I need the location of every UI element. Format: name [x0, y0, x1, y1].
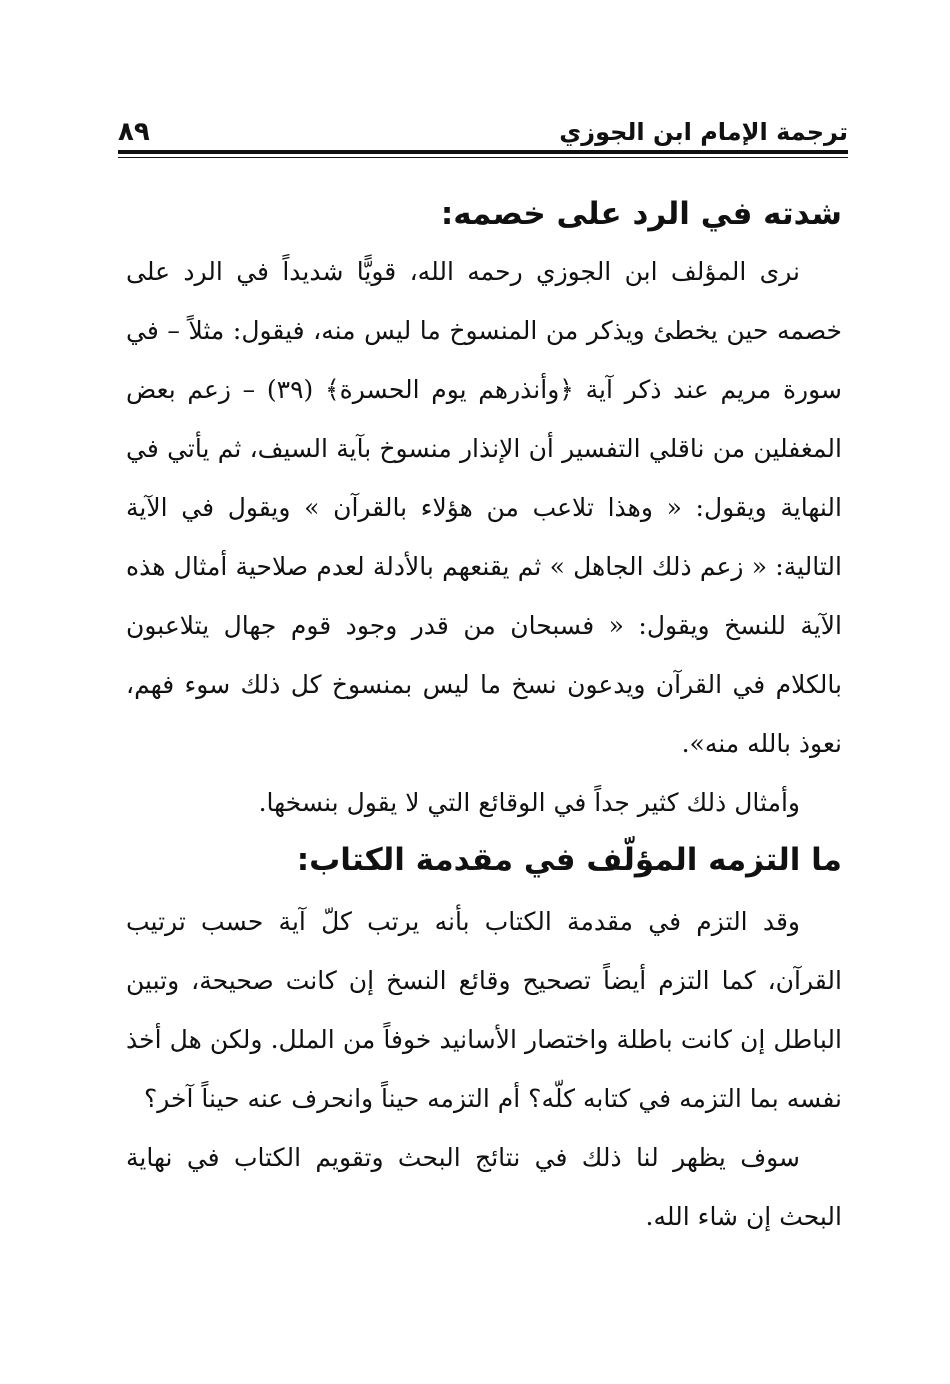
section-heading-severity: شدته في الرد على خصمه:	[440, 196, 842, 232]
running-title: ترجمة الإمام ابن الجوزي	[559, 118, 848, 146]
page-body	[126, 186, 842, 1246]
page-number: ٨٩	[118, 117, 150, 147]
header-rule-thick	[118, 150, 848, 154]
running-header	[118, 108, 848, 148]
body-paragraph: وقد التزم في مقدمة الكتاب بأنه يرتب كلّ آية حسب ترتيب القرآن، كما التزم أيضاً تصحيح وقائع النسخ إن كانت صحيحة، وتبين الباطل إن كانت باطلة واختصار الأسانيد خوفاً من الملل. ولكن هل أخذ نفسه بما التزمه في كتابه كلّه؟ أم التزمه حيناً وانحرف عنه حيناً آخر؟	[126, 907, 842, 1113]
header-rule-thin	[118, 157, 848, 158]
body-paragraph: وأمثال ذلك كثير جداً في الوقائع التي لا يقول بنسخها.	[258, 788, 800, 817]
section-heading-commitment: ما التزمه المؤلّف في مقدمة الكتاب:	[296, 842, 842, 878]
body-paragraph: سوف يظهر لنا ذلك في نتائج البحث وتقويم الكتاب في نهاية البحث إن شاء الله.	[126, 1143, 842, 1231]
body-paragraph: نرى المؤلف ابن الجوزي رحمه الله، قويًّا شديداً في الرد على خصمه حين يخطئ ويذكر من المنسوخ ما ليس منه، فيقول: مثلاً – في سورة مريم عند ذكر آية ﴿وأنذرهم يوم الحسرة﴾ (٣٩) – زعم بعض المغفلين من ناقلي التفسير أن الإنذار منسوخ بآية السيف، ثم يأتي في النهاية ويقول: « وهذا تلاعب من هؤلاء بالقرآن » ويقول في الآية التالية: « زعم ذلك الجاهل » ثم يقنعهم بالأدلة لعدم صلاحية أمثال هذه الآية للنسخ ويقول: « فسبحان من قدر وجود قوم جهال يتلاعبون بالكلام في القرآن ويدعون نسخ ما ليس بمنسوخ كل ذلك سوء فهم، نعوذ بالله منه».	[126, 257, 842, 758]
